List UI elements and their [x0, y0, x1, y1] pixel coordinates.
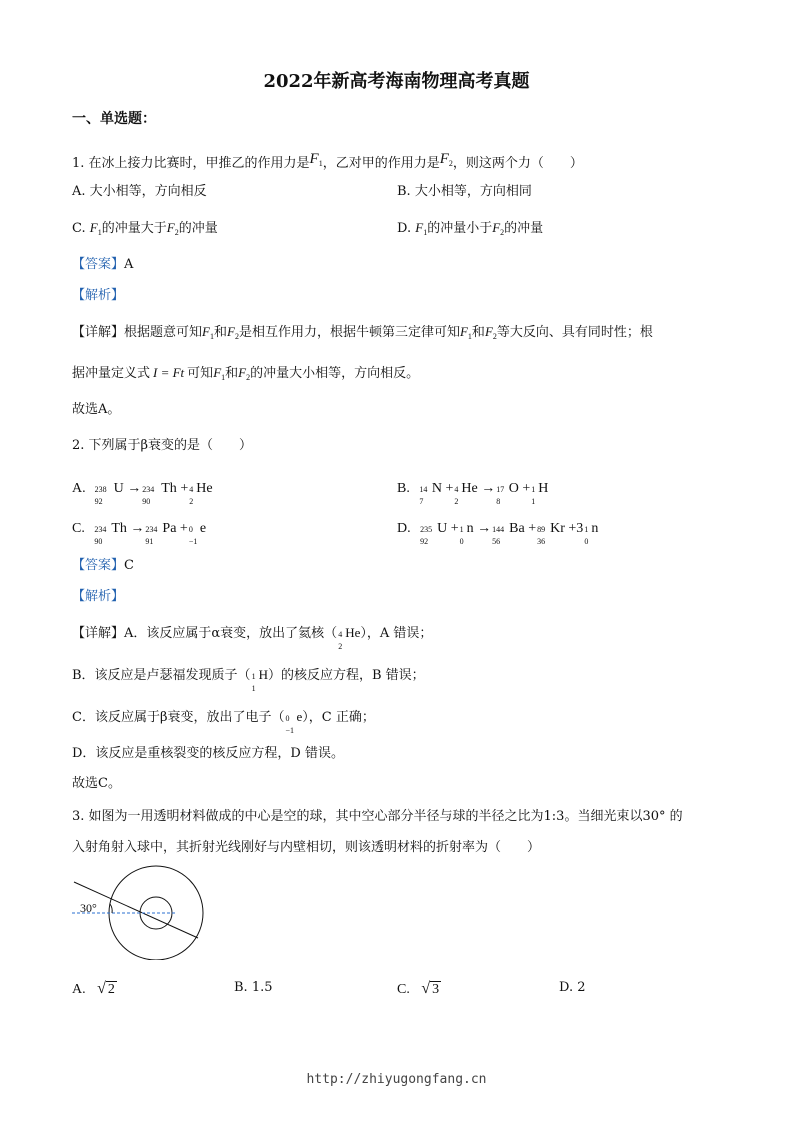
detail-text: 根据题意可知	[124, 325, 203, 340]
detail-text: ）的核反应方程，B 错误；	[267, 668, 425, 683]
detail-text: ），A 错误；	[360, 626, 433, 641]
f-symbol: F	[202, 324, 210, 339]
answer-value: C	[124, 558, 134, 573]
q1-detail-line1	[72, 325, 653, 341]
q1-stem-part: ，则这两个力（ ）	[452, 156, 583, 171]
q2-detail-a: 【详解】A．该反应属于α衰变，放出了氦核（ 4 2 He），A 错误；	[72, 625, 433, 651]
q3-option-d[interactable]: D. 2	[559, 980, 586, 995]
q2-detail-c: C．该反应属于β衰变，放出了电子（ 0 −1 e），C 正确；	[72, 709, 375, 735]
option-label: D.	[397, 221, 412, 236]
f2-symbol	[238, 365, 250, 380]
detail-text: B．该反应是卢瑟福发现质子（	[72, 668, 251, 683]
section-heading: 一、单选题：	[72, 111, 156, 127]
q1-f1	[310, 151, 323, 167]
q1-detail-line2	[72, 366, 419, 382]
q3-stem-line1: 3. 如图为一用透明材料做成的中心是空的球，其中空心部分半径与球的半径之比为1:3。当细光束以30° 的	[72, 809, 683, 824]
option-label: A.	[72, 481, 86, 496]
q1-analysis-label: 【解析】	[72, 288, 125, 303]
q2-answer	[72, 559, 134, 572]
q1-option-a[interactable]: A. 大小相等，方向相反	[72, 184, 207, 199]
f2-symbol	[227, 324, 239, 339]
q1-answer	[72, 258, 133, 271]
q1-stem	[72, 152, 583, 170]
f-symbol: F	[213, 365, 222, 380]
detail-text: 和	[225, 366, 239, 381]
f-symbol: F	[459, 324, 468, 339]
f-subscript: 1	[318, 159, 323, 168]
option-label: C.	[72, 221, 86, 236]
detail-text: 和	[213, 325, 227, 340]
detail-label: 【详解】	[72, 325, 125, 340]
option-text: 的冲量大于	[101, 221, 167, 236]
f2-symbol	[167, 220, 179, 235]
q2-stem: 2. 下列属于β衰变的是（ ）	[72, 438, 253, 453]
option-label: C.	[397, 982, 410, 997]
q2-option-d[interactable]: D. 235 92 U + 1 0 n → 144 56 Ba + 89 36 Kr +3 1 0 n	[397, 521, 599, 546]
f-symbol: F	[309, 151, 319, 167]
answer-value: A	[124, 257, 134, 272]
option-text: 的冲量小于	[427, 221, 493, 236]
q2-option-c[interactable]: C. 234 90 Th → 234 91 Pa + 0 −1 e	[72, 521, 207, 546]
f-subscript: 2	[492, 332, 497, 341]
footer-url[interactable]: http://zhiyugongfang.cn	[306, 1072, 487, 1087]
q1-option-c[interactable]	[72, 221, 218, 237]
answer-label: 【答案】	[72, 257, 125, 272]
radicand: 2	[107, 982, 115, 997]
angle-label: 30°	[80, 901, 97, 915]
detail-text: 的冲量大小相等，方向相反。	[250, 366, 420, 381]
q3-option-a[interactable]	[72, 981, 117, 997]
f-subscript: 2	[500, 228, 505, 237]
f-symbol: F	[166, 220, 175, 235]
q3-option-c[interactable]	[397, 981, 441, 997]
sqrt-icon: √	[97, 980, 106, 997]
f-subscript: 2	[246, 373, 251, 382]
q3-stem-line2: 入射角射入球中，其折射光线刚好与内壁相切，则该透明材料的折射率为（ ）	[72, 840, 541, 855]
f-subscript: 1	[467, 332, 472, 341]
detail-text: C．该反应属于β衰变，放出了电子（	[72, 710, 285, 725]
f1-symbol	[460, 324, 472, 339]
detail-text: 是相互作用力，根据牛顿第三定律可知	[238, 325, 460, 340]
q1-conclusion: 故选A。	[72, 402, 121, 417]
option-label: C.	[72, 521, 85, 536]
q2-analysis-label: 【解析】	[72, 589, 125, 604]
f-symbol: F	[227, 324, 235, 339]
radicand: 3	[432, 982, 440, 997]
detail-label: 【详解】	[72, 626, 125, 641]
f-subscript: 1	[221, 373, 226, 382]
q3-option-b[interactable]: B. 1.5	[234, 980, 273, 995]
f-symbol: F	[238, 365, 247, 380]
f-subscript: 1	[423, 228, 428, 237]
angle-arc	[110, 904, 112, 913]
option-label: B.	[397, 481, 410, 496]
q1-option-d[interactable]	[397, 221, 543, 237]
f-subscript: 1	[97, 228, 102, 237]
detail-text: 和	[471, 325, 485, 340]
q1-f2	[440, 151, 453, 167]
f-subscript: 2	[174, 228, 179, 237]
q3-figure	[68, 860, 208, 960]
q1-option-b[interactable]: B. 大小相等，方向相同	[397, 184, 532, 199]
f-symbol: F	[89, 220, 98, 235]
impulse-equation: I = Ft	[153, 365, 185, 380]
detail-text: ），C 正确；	[302, 710, 375, 725]
q2-option-b[interactable]: B. 14 7 N + 4 2 He → 17 8 O + 1 1 H	[397, 481, 549, 506]
option-label: D.	[397, 521, 411, 536]
f-subscript: 2	[234, 332, 239, 341]
option-text: 的冲量	[178, 221, 218, 236]
f-symbol: F	[492, 220, 501, 235]
q2-detail-d: D．该反应是重核裂变的核反应方程，D 错误。	[72, 746, 344, 761]
f1-symbol	[213, 365, 225, 380]
q2-conclusion: 故选C。	[72, 776, 121, 791]
q1-stem-part: 1. 在冰上接力比赛时，甲推乙的作用力是	[72, 156, 310, 171]
page-title: 2022年新高考海南物理高考真题	[263, 71, 530, 92]
f1-symbol	[90, 220, 102, 235]
detail-text: A．该反应属于α衰变，放出了氦核（	[124, 626, 338, 641]
f2-symbol	[485, 324, 497, 339]
f-symbol: F	[484, 324, 493, 339]
detail-text: 据冲量定义式	[72, 366, 151, 381]
f-subscript: 2	[448, 159, 453, 168]
f-symbol: F	[439, 151, 449, 167]
sqrt-icon: √	[421, 980, 431, 997]
option-text: 的冲量	[504, 221, 544, 236]
q1-stem-part: ，乙对甲的作用力是	[322, 156, 440, 171]
option-label: A.	[72, 982, 86, 997]
q2-detail-b: B．该反应是卢瑟福发现质子（ 1 1 H）的核反应方程，B 错误；	[72, 667, 425, 693]
answer-label: 【答案】	[72, 558, 125, 573]
f1-symbol	[202, 324, 214, 339]
f-subscript: 1	[209, 332, 214, 341]
detail-text: 等大反向、具有同时性；根	[496, 325, 653, 340]
f-symbol: F	[415, 220, 424, 235]
f2-symbol	[492, 220, 504, 235]
q2-option-a[interactable]: A. 238 92 U → 234 90 Th + 4 2 He	[72, 481, 213, 506]
f1-symbol	[415, 220, 427, 235]
detail-text: 可知	[187, 366, 214, 381]
